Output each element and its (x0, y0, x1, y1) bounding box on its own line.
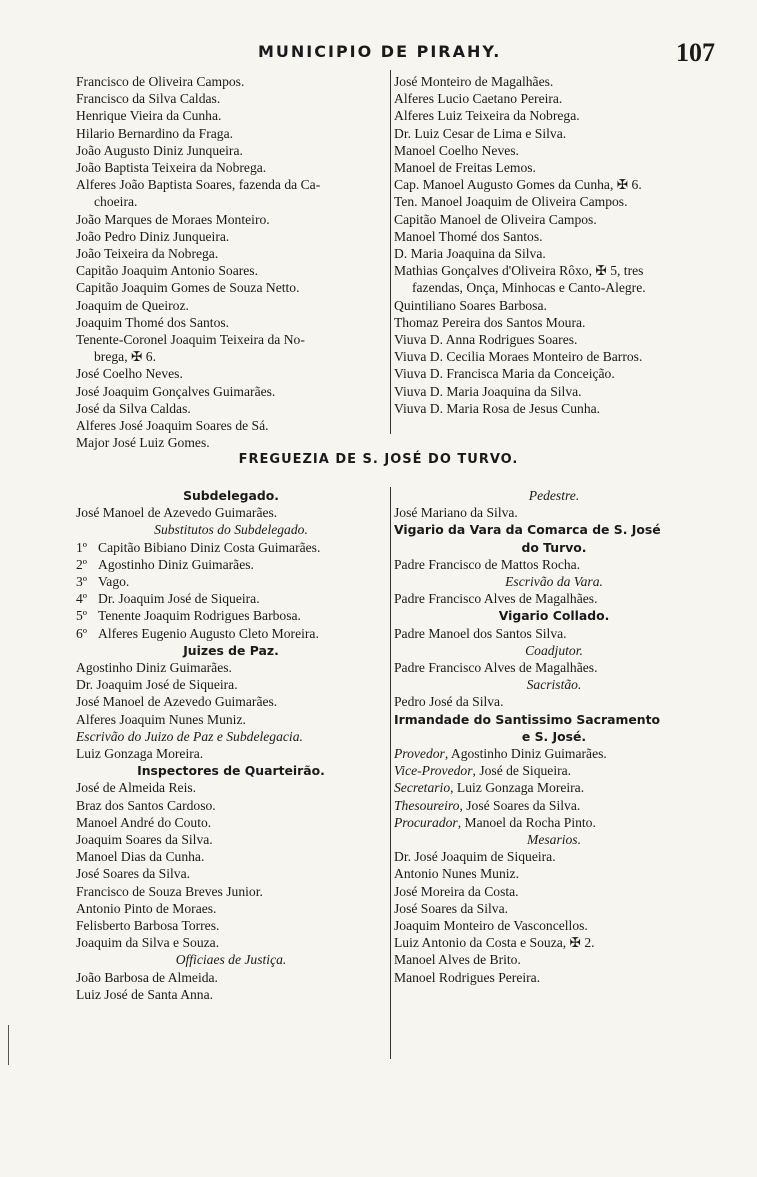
list-item: Manoel de Freitas Lemos. (394, 160, 536, 176)
list-item: Dr. Luiz Cesar de Lima e Silva. (394, 125, 567, 141)
list-item: Manoel André do Couto. (76, 814, 212, 830)
list-item: Cap. Manoel Augusto Gomes da Cunha, ✠ 6. (394, 177, 642, 193)
escrivao-name: Luiz Gonzaga Moreira. (76, 746, 204, 762)
irmandade-heading: Irmandade do Santissimo Sacramento (394, 711, 661, 727)
section-title: FREGUEZIA DE S. JOSÉ DO TURVO. (238, 452, 519, 467)
substituto-name: Dr. Joaquim José de Siqueira. (98, 591, 260, 607)
list-item: Francisco de Souza Breves Junior. (76, 883, 263, 899)
role-name: , José Soares da Silva. (459, 797, 581, 813)
ordinal: 3º (76, 574, 88, 590)
list-item: Manoel Thomé dos Santos. (394, 228, 543, 244)
ordinal: 6º (76, 625, 88, 641)
list-item: João Barbosa de Almeida. (76, 969, 218, 985)
substituto-item (76, 607, 386, 624)
substituto-name: Capitão Bibiano Diniz Costa Guimarães. (98, 539, 321, 555)
substituto-name: Vago. (98, 574, 130, 590)
list-item: D. Maria Joaquina da Silva. (394, 246, 546, 262)
substituto-name: Agostinho Diniz Guimarães. (98, 556, 254, 572)
list-item: Antonio Pinto de Moraes. (76, 900, 217, 916)
list-item: José Moreira da Costa. (394, 883, 519, 899)
vigario-collado-heading: Vigario Collado. (498, 608, 610, 624)
list-item-continuation: fazendas, Onça, Minhocas e Canto-Alegre. (412, 280, 646, 296)
inspectores-heading: Inspectores de Quarteirão. (137, 763, 325, 779)
irmandade-item (394, 779, 714, 796)
mesarios-heading: Mesarios. (527, 832, 581, 848)
list-item: Alferes Lucio Caetano Pereira. (394, 91, 563, 107)
list-item: Manoel Alves de Brito. (394, 952, 521, 968)
list-item: Henrique Vieira da Cunha. (76, 108, 222, 124)
ordinal: 2º (76, 556, 88, 572)
list-item: Manoel Dias da Cunha. (76, 849, 205, 865)
substituto-item (76, 556, 386, 573)
list-item: José Soares da Silva. (76, 866, 191, 882)
list-item: Alferes Joaquim Nunes Muniz. (76, 711, 246, 727)
list-item: Manoel Coelho Neves. (394, 142, 519, 158)
escrivao-heading: Escrivão do Juizo de Paz e Subdelegacia. (76, 728, 303, 744)
role-name: , Agostinho Diniz Guimarães. (444, 746, 607, 762)
coadjutor-heading: Coadjutor. (525, 642, 583, 658)
page-title: MUNICIPIO DE PIRAHY. (258, 42, 502, 61)
list-item: Braz dos Santos Cardoso. (76, 797, 216, 813)
ordinal: 5º (76, 608, 88, 624)
pedestre-name: José Mariano da Silva. (394, 505, 518, 521)
irmandade-heading-cont: e S. José. (521, 728, 587, 744)
vigario-vara-heading: Vigario da Vara da Comarca de S. José (394, 522, 661, 538)
escrivao-vara-heading: Escrivão da Vara. (505, 574, 603, 590)
list-item-continuation: brega, ✠ 6. (94, 349, 156, 365)
list-item: Francisco de Oliveira Campos. (76, 74, 245, 89)
substituto-item (76, 625, 386, 642)
list-item: Manoel Rodrigues Pereira. (394, 969, 541, 985)
role-label: Vice-Provedor (394, 763, 473, 779)
list-item: João Teixeira da Nobrega. (76, 246, 219, 262)
sacristao-name: Pedro José da Silva. (394, 694, 504, 710)
list-item: Luiz José de Santa Anna. (76, 986, 214, 1002)
list-item: Viuva D. Cecilia Moraes Monteiro de Barros. (394, 349, 643, 365)
margin-mark (8, 1025, 9, 1065)
list-item: Capitão Manoel de Oliveira Campos. (394, 211, 597, 227)
list-item: Alferes Luiz Teixeira da Nobrega. (394, 108, 580, 124)
irmandade-item (394, 797, 714, 814)
list-item: Dr. Joaquim José de Siqueira. (76, 677, 238, 693)
list-item: Capitão Joaquim Gomes de Souza Netto. (76, 280, 300, 296)
top-left-column (76, 73, 389, 451)
list-item: Alferes João Baptista Soares, fazenda da Ca- (76, 177, 321, 193)
bottom-left-column (76, 487, 386, 1003)
substitutos-heading: Substitutos do Subdelegado. (154, 522, 308, 538)
irmandade-item (394, 745, 714, 762)
list-item: José da Silva Caldas. (76, 400, 191, 416)
list-item: Joaquim da Silva e Souza. (76, 935, 220, 951)
list-item: Luiz Antonio da Costa e Souza, ✠ 2. (394, 935, 595, 951)
list-item: Viuva D. Maria Joaquina da Silva. (394, 383, 582, 399)
list-item: Tenente-Coronel Joaquim Teixeira da No- (76, 332, 305, 348)
list-item: João Pedro Diniz Junqueira. (76, 228, 230, 244)
list-item: João Augusto Diniz Junqueira. (76, 142, 243, 158)
list-item-continuation: choeira. (94, 194, 138, 210)
list-item: João Marques de Moraes Monteiro. (76, 211, 270, 227)
vigario-collado-name: Padre Manoel dos Santos Silva. (394, 625, 567, 641)
list-item: Major José Luiz Gomes. (76, 435, 210, 451)
list-item: Joaquim Soares da Silva. (76, 832, 213, 848)
substituto-item (76, 573, 386, 590)
role-name: , Luiz Gonzaga Moreira. (450, 780, 585, 796)
juizes-heading: Juizes de Paz. (183, 642, 279, 658)
page-number: 107 (676, 38, 715, 67)
substituto-name: Tenente Joaquim Rodrigues Barbosa. (98, 608, 301, 624)
list-item: Viuva D. Maria Rosa de Jesus Cunha. (394, 400, 601, 416)
ordinal: 1º (76, 539, 88, 555)
substituto-item (76, 539, 386, 556)
list-item: José Monteiro de Magalhães. (394, 74, 554, 89)
role-label: Provedor (394, 746, 445, 762)
list-item: Joaquim Monteiro de Vasconcellos. (394, 918, 588, 934)
list-item: Quintiliano Soares Barbosa. (394, 297, 547, 313)
list-item: Mathias Gonçalves d'Oliveira Rôxo, ✠ 5, tres (394, 263, 644, 279)
substituto-name: Alferes Eugenio Augusto Cleto Moreira. (98, 625, 319, 641)
vigario-vara-name: Padre Francisco de Mattos Rocha. (394, 556, 581, 572)
list-item: Joaquim Thomé dos Santos. (76, 314, 230, 330)
list-item: João Baptista Teixeira da Nobrega. (76, 160, 267, 176)
list-item: Alferes José Joaquim Soares de Sá. (76, 418, 269, 434)
ordinal: 4º (76, 591, 88, 607)
list-item: Joaquim de Queiroz. (76, 297, 189, 313)
list-item: José Manoel de Azevedo Guimarães. (76, 694, 278, 710)
list-item: Agostinho Diniz Guimarães. (76, 660, 232, 676)
role-label: Secretario (394, 780, 451, 796)
subdelegado-name: José Manoel de Azevedo Guimarães. (76, 505, 278, 521)
list-item: José Soares da Silva. (394, 900, 509, 916)
vigario-vara-heading-cont: do Turvo. (521, 539, 587, 555)
bottom-right-column (394, 487, 714, 986)
page-header (0, 38, 757, 68)
top-right-column (394, 73, 714, 417)
list-item: Ten. Manoel Joaquim de Oliveira Campos. (394, 194, 628, 210)
sacristao-heading: Sacristão. (526, 677, 582, 693)
irmandade-item (394, 814, 714, 831)
substituto-item (76, 590, 386, 607)
list-item: Francisco da Silva Caldas. (76, 91, 221, 107)
list-item: José Coelho Neves. (76, 366, 183, 382)
list-item: José Joaquim Gonçalves Guimarães. (76, 383, 276, 399)
escrivao-vara-name: Padre Francisco Alves de Magalhães. (394, 591, 598, 607)
list-item: Viuva D. Francisca Maria da Conceição. (394, 366, 615, 382)
irmandade-item (394, 762, 714, 779)
role-name: , José de Siqueira. (472, 763, 572, 779)
subdelegado-heading: Subdelegado. (183, 488, 279, 503)
list-item: Capitão Joaquim Antonio Soares. (76, 263, 258, 279)
list-item: Felisberto Barbosa Torres. (76, 918, 220, 934)
role-name: , Manoel da Rocha Pinto. (457, 814, 596, 830)
list-item: Thomaz Pereira dos Santos Moura. (394, 314, 586, 330)
officiaes-heading: Officiaes de Justiça. (175, 952, 287, 968)
list-item: Hilario Bernardino da Fraga. (76, 125, 234, 141)
role-label: Thesoureiro (394, 797, 460, 813)
column-divider (390, 70, 391, 434)
list-item: José de Almeida Reis. (76, 780, 197, 796)
pedestre-heading: Pedestre. (528, 488, 580, 503)
list-item: Antonio Nunes Muniz. (394, 866, 519, 882)
list-item: Viuva D. Anna Rodrigues Soares. (394, 332, 578, 348)
column-divider (390, 487, 391, 1059)
list-item: Dr. José Joaquim de Siqueira. (394, 849, 556, 865)
role-label: Procurador (394, 814, 458, 830)
coadjutor-name: Padre Francisco Alves de Magalhães. (394, 660, 598, 676)
